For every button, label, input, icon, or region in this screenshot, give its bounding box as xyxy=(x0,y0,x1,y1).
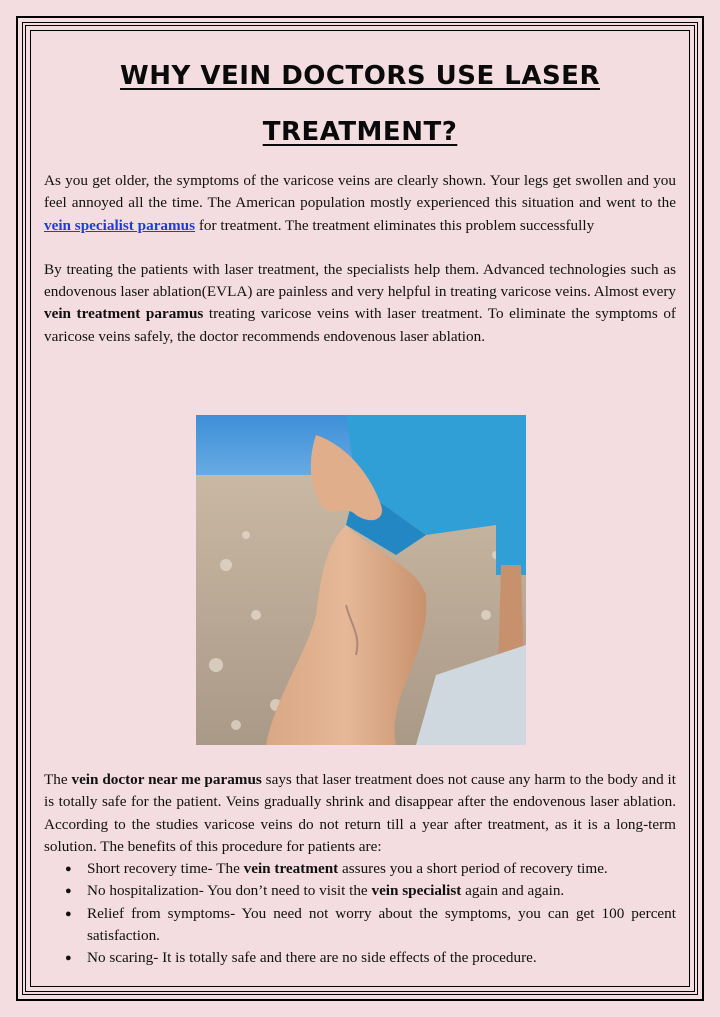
list-item-text-end: assures you a short period of recovery time. xyxy=(338,860,608,878)
title-line-2: TREATMENT? xyxy=(262,117,458,147)
paragraph-doctor xyxy=(44,769,676,858)
list-item xyxy=(87,880,676,902)
page-title xyxy=(44,48,676,160)
paragraph-laser-text: By treating the patients with laser treatment, the specialists help them. Advanced technologies such as endovenous laser ablation(EVLA) are painless and very helpful in treating varicose veins. Almost every xyxy=(44,260,676,301)
paragraph-doctor-text: The xyxy=(44,771,72,788)
list-item xyxy=(87,903,676,948)
paragraph-laser-text-end: treating varicose veins with laser treatment. To eliminate the symptoms of varicose veins safely, the doctor recommends endovenous laser ablation. xyxy=(44,305,676,345)
vein-doctor-bold: vein doctor near me paramus xyxy=(71,771,262,788)
list-item-text: No hospitalization- You don’t need to visit the xyxy=(87,882,372,900)
paragraph-intro-text: As you get older, the symptoms of the varicose veins are clearly shown. Your legs get swollen and you feel annoyed all the time. The American population mostly experienced this situation and went to the xyxy=(44,172,676,212)
paragraph-intro-text-end: for treatment. The treatment eliminates this problem successfully xyxy=(195,216,595,234)
paragraph-laser xyxy=(44,259,676,348)
list-item xyxy=(87,947,676,969)
list-item xyxy=(87,858,676,880)
vein-specialist-link[interactable]: vein specialist paramus xyxy=(44,216,196,234)
benefits-list xyxy=(44,858,676,969)
list-item-text: Relief from symptoms- You need not worry about the symptoms, you can get 100 percent satisfaction. xyxy=(87,904,676,945)
list-item-text-end: again and again. xyxy=(461,882,565,900)
vein-treatment-bold: vein treatment paramus xyxy=(44,305,204,323)
list-item-bold: vein treatment xyxy=(243,860,339,878)
benefits-section xyxy=(44,769,676,970)
leg-photo xyxy=(196,415,526,745)
list-item-bold: vein specialist xyxy=(371,882,462,900)
list-item-text: No scaring- It is totally safe and there are no side effects of the procedure. xyxy=(87,949,537,967)
title-line-1: WHY VEIN DOCTORS USE LASER xyxy=(120,61,600,91)
paragraph-intro xyxy=(44,170,676,237)
document-body xyxy=(44,48,676,348)
list-item-text: Short recovery time- The xyxy=(87,860,244,878)
paragraph-doctor-text-end: says that laser treatment does not cause any harm to the body and it is totally safe for the patient. Veins gradually shrink and disappear after the endovenous laser ablation. According to the studies varicose veins do not return till a year after treatment, as it is a long-term solution. The benefits of this procedure for patients are: xyxy=(44,771,676,855)
